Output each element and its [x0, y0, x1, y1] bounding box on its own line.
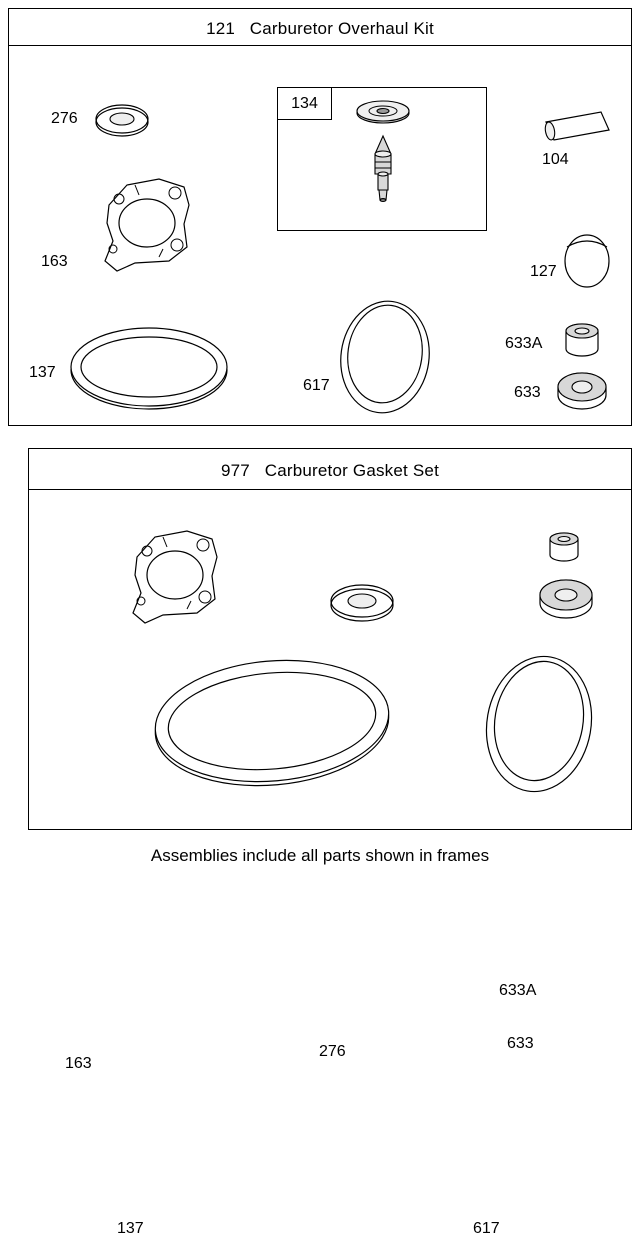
- callout-163: 163: [41, 253, 68, 270]
- callout-163-2: 163: [65, 1055, 92, 1072]
- panel-title-overhaul-kit: 121 Carburetor Overhaul Kit: [206, 19, 434, 38]
- part-drawing-134-needle-valve: [278, 88, 488, 232]
- subpanel-134-label: 134: [278, 88, 332, 120]
- callout-633: 633: [514, 384, 541, 401]
- part-drawing-617-medium-o-ring-2: [29, 449, 633, 831]
- callout-276: 276: [51, 110, 78, 127]
- callout-633-2: 633: [507, 1035, 534, 1052]
- footer-note: Assemblies include all parts shown in frames: [150, 846, 490, 865]
- panel-title-gasket-set: 977 Carburetor Gasket Set: [220, 461, 439, 480]
- callout-633a: 633A: [505, 335, 543, 352]
- callout-617-2: 617: [473, 1220, 500, 1237]
- panel-carburetor-overhaul-kit: [8, 8, 632, 426]
- callout-137: 137: [29, 364, 56, 381]
- callout-137-2: 137: [117, 1220, 144, 1237]
- callout-617: 617: [303, 377, 330, 394]
- callout-633a-2: 633A: [499, 982, 537, 999]
- subpanel-134-float-valve: [277, 87, 487, 231]
- callout-127: 127: [530, 263, 557, 280]
- callout-104: 104: [542, 151, 569, 168]
- callout-276-2: 276: [319, 1043, 346, 1060]
